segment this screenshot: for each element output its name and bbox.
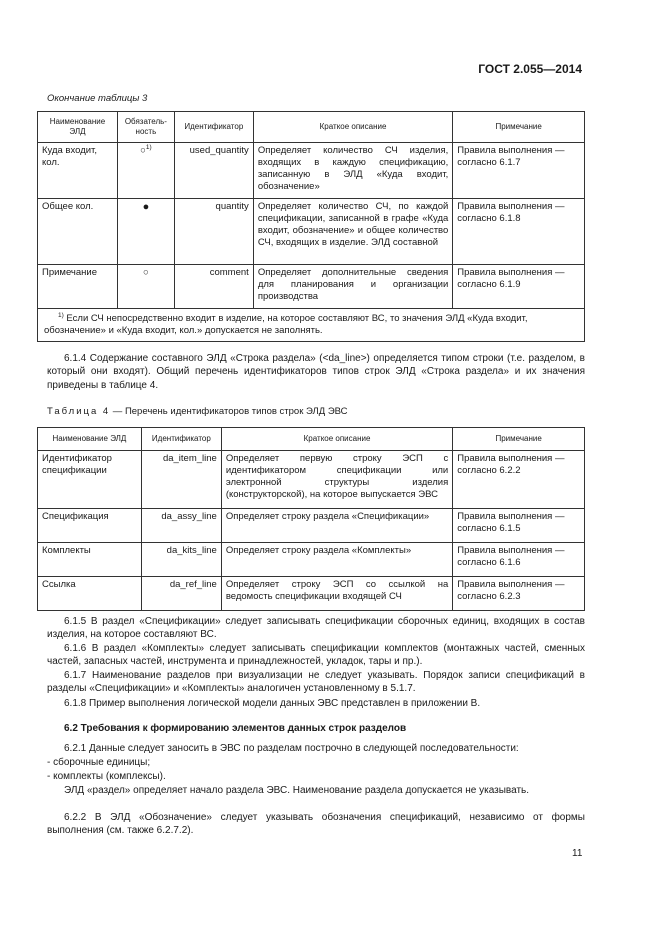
table3-col-name: Наименование ЭЛД: [38, 112, 118, 143]
table3-cell-id: used_quantity: [174, 143, 253, 199]
table-row: [38, 199, 585, 265]
table4-caption-label: Таблица 4: [47, 406, 111, 417]
table4-cell-note: Правила выполнения — согласно 6.1.6: [453, 543, 585, 577]
paragraph-6-2-2: 6.2.2 В ЭЛД «Обозначение» следует указывать обозначения спецификаций, независимо от формы выполнения (см. также 6.2.7.2).: [47, 812, 585, 837]
table4-col-id: Идентификатор: [141, 428, 221, 451]
paragraph-6-2-1: 6.2.1 Данные следует заносить в ЭВС по разделам построчно в следующей последовательности:: [64, 743, 519, 754]
table-row: [38, 509, 585, 543]
table-row: [38, 451, 585, 509]
table3-col-desc: Краткое описание: [253, 112, 452, 143]
footnote-text: Если СЧ непосредственно входит в изделие, на которое составляют ВС, то значения ЭЛД «Куда входит, обозначение» и «Куда входит, кол.» допускается не заполнять.: [44, 313, 528, 336]
table4-cell-name: Ссылка: [38, 577, 142, 611]
table-row: [38, 577, 585, 611]
table3-cell-note: Правила выполнения — согласно 6.1.9: [453, 265, 585, 309]
table3-cell-desc: Определяет количество СЧ изделия, входящих в каждую спецификацию, записанную в ЭЛД «Куда входит, обозначение»: [253, 143, 452, 199]
table4-cell-desc: Определяет строку раздела «Спецификации»: [221, 509, 452, 543]
table4-col-desc: Краткое описание: [221, 428, 452, 451]
table3-cell-desc: Определяет количество СЧ, по каждой спецификации, записанной в графе «Куда входит, обозначение» и общее количество СЧ, входящих в изделие. ЭЛД составной: [253, 199, 452, 265]
table4-cell-desc: Определяет строку ЭСП со ссылкой на ведомость спецификации входящей СЧ: [221, 577, 452, 611]
table3-caption: Окончание таблицы 3: [47, 93, 148, 104]
table-4: [37, 427, 585, 611]
table4-caption-text: — Перечень идентификаторов типов строк ЭЛД ЭВС: [110, 406, 348, 417]
table3-footnote: [38, 309, 585, 342]
table3-cell-mark: [117, 143, 174, 199]
table4-cell-name: Спецификация: [38, 509, 142, 543]
list-item: - сборочные единицы;: [47, 757, 151, 768]
section-heading-6-2: 6.2 Требования к формированию элементов данных строк разделов: [64, 723, 407, 734]
paragraph-6-2-1-cont: ЭЛД «раздел» определяет начало раздела ЭВС. Наименование раздела допускается не указывать.: [64, 785, 530, 796]
table3-footnote-row: [38, 309, 585, 342]
paragraph-6-1-5: 6.1.5 В раздел «Спецификации» следует записывать спецификации сборочных единиц, входящих в состав изделия, на которое составляют ВС.: [47, 616, 585, 641]
table4-cell-id: da_item_line: [141, 451, 221, 509]
table3-col-mandatory: Обязатель-ность: [117, 112, 174, 143]
table4-cell-name: Комплекты: [38, 543, 142, 577]
table4-col-name: Наименование ЭЛД: [38, 428, 142, 451]
table3-cell-id: comment: [174, 265, 253, 309]
table4-caption: [47, 405, 585, 418]
table3-cell-desc: Определяет дополнительные сведения для планирования и организации производства: [253, 265, 452, 309]
table4-header-row: [38, 428, 585, 451]
table4-cell-note: Правила выполнения — согласно 6.1.5: [453, 509, 585, 543]
table4-cell-desc: Определяет строку раздела «Комплекты»: [221, 543, 452, 577]
table3-cell-name: Примечание: [38, 265, 118, 309]
table3-col-note: Примечание: [453, 112, 585, 143]
table-row: [38, 265, 585, 309]
list-item: - комплекты (комплексы).: [47, 771, 166, 782]
table4-cell-desc: Определяет первую строку ЭСП с идентификатором спецификации или электронной структуры изделия (конструкторской), на которое выпускается ЭВС: [221, 451, 452, 509]
table3-header-row: [38, 112, 585, 143]
footnote-ref: 1): [145, 143, 152, 151]
table3-cell-note: Правила выполнения — согласно 6.1.7: [453, 143, 585, 199]
table4-cell-note: Правила выполнения — согласно 6.2.2: [453, 451, 585, 509]
paragraph-6-1-8: 6.1.8 Пример выполнения логической модели данных ЭВС представлен в приложении В.: [64, 698, 481, 709]
table4-cell-name: Идентификатор спецификации: [38, 451, 142, 509]
optional-circle-icon: ○: [117, 265, 174, 309]
table3-cell-note: Правила выполнения — согласно 6.1.8: [453, 199, 585, 265]
table-3: [37, 111, 585, 342]
table3-col-id: Идентификатор: [174, 112, 253, 143]
page-number: 11: [572, 848, 583, 859]
table4-cell-id: da_assy_line: [141, 509, 221, 543]
table3-cell-name: Куда входит, кол.: [38, 143, 118, 199]
table4-cell-note: Правила выполнения — согласно 6.2.3: [453, 577, 585, 611]
table4-cell-id: da_kits_line: [141, 543, 221, 577]
document-code: ГОСТ 2.055—2014: [478, 62, 582, 76]
table4-col-note: Примечание: [453, 428, 585, 451]
footnote-mark: 1): [58, 311, 64, 319]
required-dot-icon: ●: [117, 199, 174, 265]
paragraph-6-1-7: 6.1.7 Наименование разделов при визуализации не следует указывать. Порядок записи спецификаций в разделы «Спецификации» и «Комплекты» аналогичен установленному в 5.1.7.: [47, 670, 585, 695]
table-row: [38, 143, 585, 199]
paragraph-6-1-6: 6.1.6 В раздел «Комплекты» следует записывать спецификации комплектов (монтажных частей, сменных частей, запасных частей, инструмента и принадлежностей, укладок, тары и пр.).: [47, 643, 585, 668]
table3-cell-name: Общее кол.: [38, 199, 118, 265]
table4-cell-id: da_ref_line: [141, 577, 221, 611]
table-row: [38, 543, 585, 577]
paragraph-6-1-4: 6.1.4 Содержание составного ЭЛД «Строка раздела» (<da_line>) определяется типом строки (т.е. разделом, в который они входят). Общий перечень идентификаторов типов строк ЭЛД «Строка раздела» и их значения приведены в таблице 4.: [47, 353, 585, 391]
table3-cell-id: quantity: [174, 199, 253, 265]
optional-circle-icon: ○: [140, 145, 146, 156]
